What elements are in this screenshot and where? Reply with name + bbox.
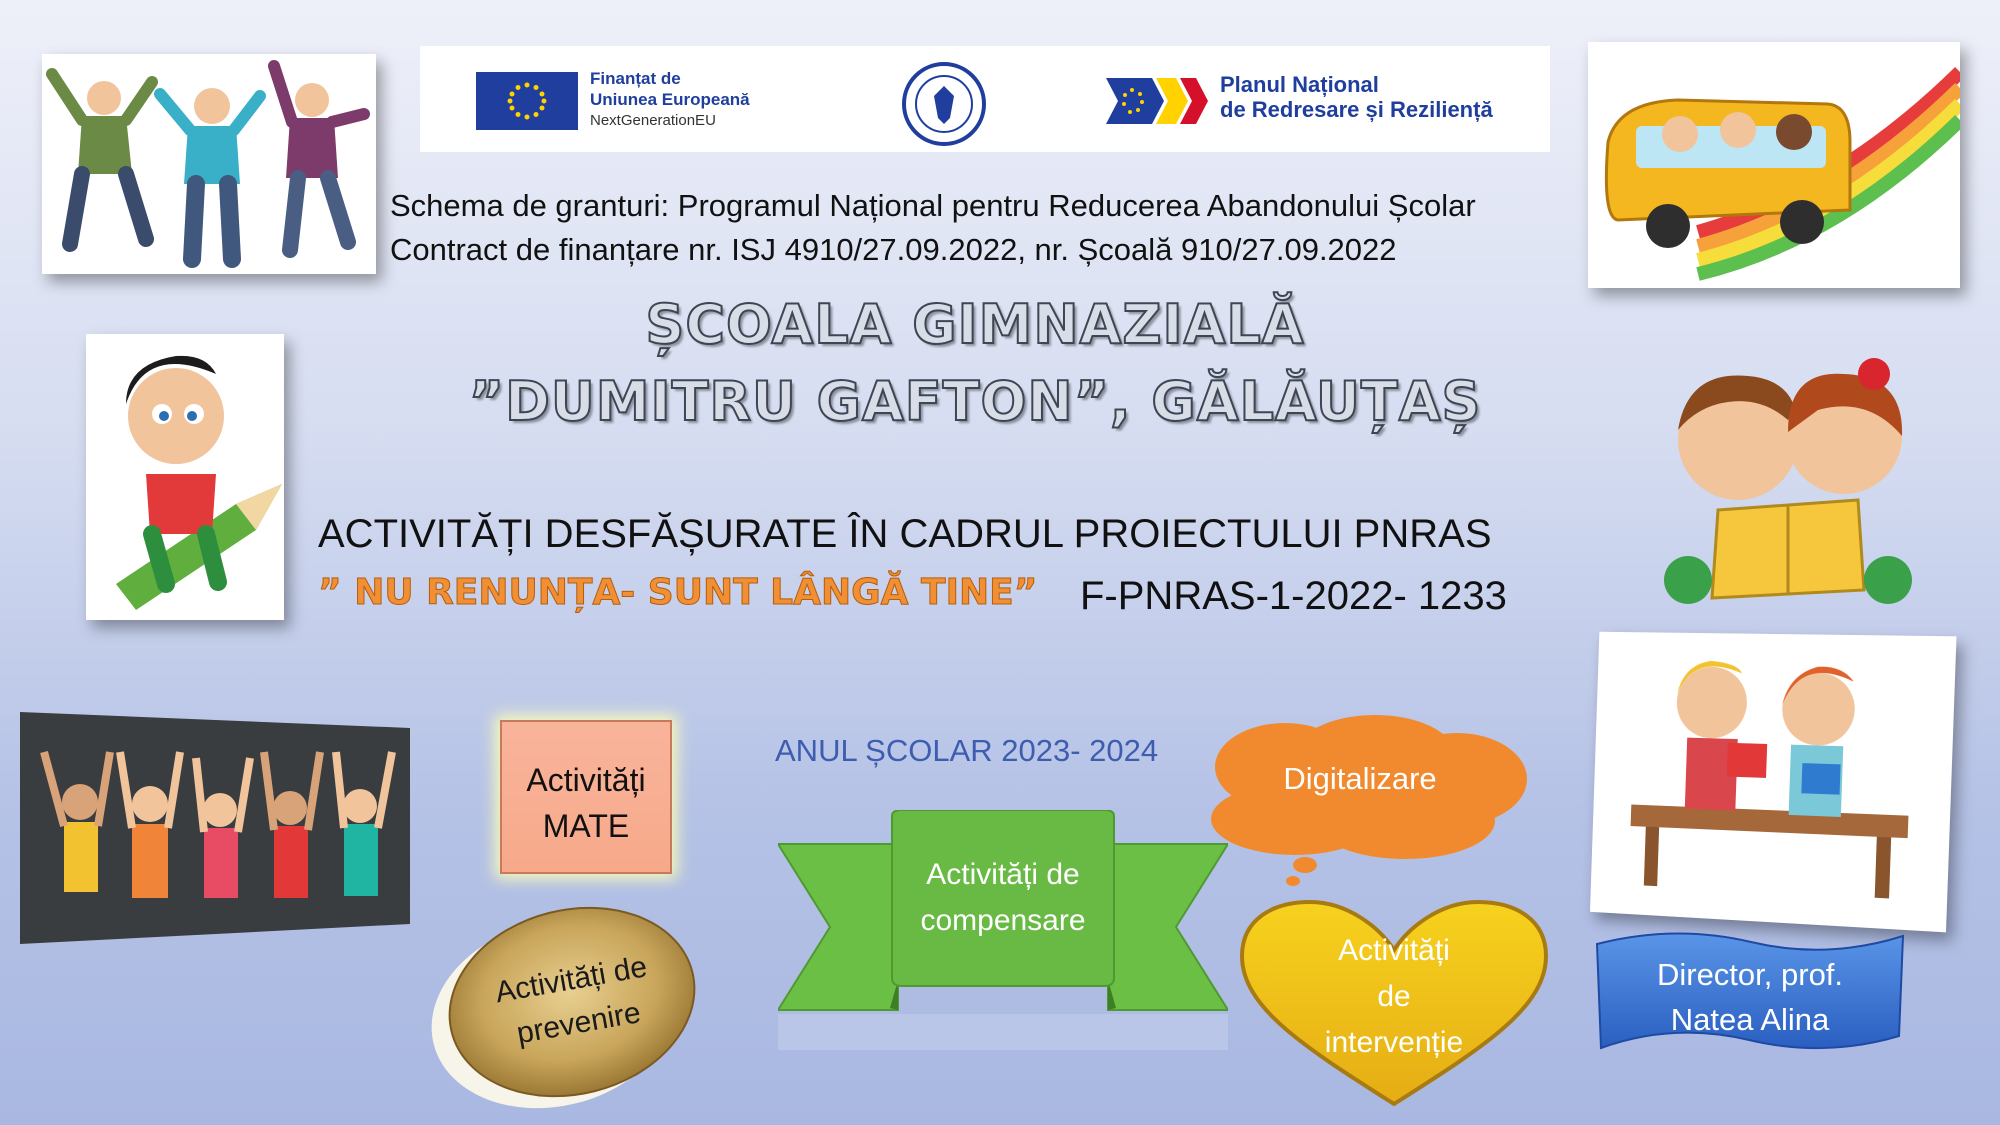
prevention-activities-disk bbox=[420, 890, 710, 1115]
math-activities-box bbox=[500, 720, 672, 874]
compensation-activities-ribbon bbox=[778, 810, 1228, 1050]
prevention-line-1: Activități de bbox=[492, 950, 650, 1010]
compensation-line-1: Activități de bbox=[926, 858, 1080, 891]
jumping-children-photo bbox=[42, 54, 376, 274]
prevention-line-2: prevenire bbox=[514, 996, 644, 1051]
digitalization-cloud bbox=[1205, 715, 1530, 887]
intervention-activities-label bbox=[1294, 928, 1494, 1066]
digitalization-label: Digitalizare bbox=[1283, 761, 1437, 796]
romanian-government-seal-icon bbox=[902, 62, 986, 146]
funding-logos-banner bbox=[420, 46, 1550, 152]
math-line-1: Activități bbox=[526, 762, 646, 798]
math-line-2: MATE bbox=[542, 808, 630, 844]
pnrr-logo-icon bbox=[1106, 76, 1210, 126]
school-bus-illustration bbox=[1588, 42, 1960, 288]
school-name-line-1: ȘCOALA GIMNAZIALĂ bbox=[645, 293, 1305, 356]
children-reading-illustration bbox=[1658, 340, 1916, 608]
director-label bbox=[1595, 952, 1905, 1042]
intervention-activities-heart bbox=[1236, 898, 1552, 1112]
director-info-banner bbox=[1595, 930, 1905, 1055]
eu-line-1: Finanțat de bbox=[590, 69, 681, 88]
intervention-line-2: de bbox=[1377, 980, 1411, 1013]
eu-line-2: Uniunea Europeană bbox=[590, 90, 750, 109]
intervention-line-1: Activități bbox=[1338, 934, 1450, 967]
director-title: Director, prof. bbox=[1656, 957, 1844, 992]
project-code: F-PNRAS-1-2022- 1233 bbox=[1080, 574, 1507, 618]
eu-funding-text bbox=[590, 68, 750, 131]
eu-flag-icon bbox=[476, 72, 578, 130]
director-name: Natea Alina bbox=[1670, 1002, 1830, 1037]
kids-raised-arms-photo bbox=[20, 712, 410, 944]
pnrr-line-1: Planul Național bbox=[1220, 72, 1379, 97]
pnrr-text bbox=[1220, 72, 1493, 122]
kids-reading-bench-illustration bbox=[1590, 632, 1957, 933]
school-year-label: ANUL ȘCOLAR 2023- 2024 bbox=[775, 733, 1159, 768]
compensation-line-2: compensare bbox=[920, 904, 1086, 937]
project-slogan: ” NU RENUNȚA- SUNT LÂNGĂ TINE” bbox=[318, 572, 1038, 613]
compensation-activities-label bbox=[892, 852, 1114, 944]
project-activities-heading: ACTIVITĂȚI DESFĂȘURATE ÎN CADRUL PROIECTULUI PNRAS bbox=[318, 512, 1492, 556]
grant-scheme-text: Schema de granturi: Programul Național pentru Reducerea Abandonului Școlar bbox=[390, 188, 1476, 223]
pnrr-line-2: de Redresare și Reziliență bbox=[1220, 97, 1493, 122]
school-name-line-2: ”DUMITRU GAFTON”, GĂLĂUȚAȘ bbox=[468, 370, 1482, 433]
intervention-line-3: intervenție bbox=[1324, 1026, 1464, 1059]
contract-number-text: Contract de finanțare nr. ISJ 4910/27.09.2022, nr. Școală 910/27.09.2022 bbox=[390, 232, 1397, 267]
math-activities-label bbox=[502, 757, 670, 849]
eu-line-3: NextGenerationEU bbox=[590, 112, 716, 129]
